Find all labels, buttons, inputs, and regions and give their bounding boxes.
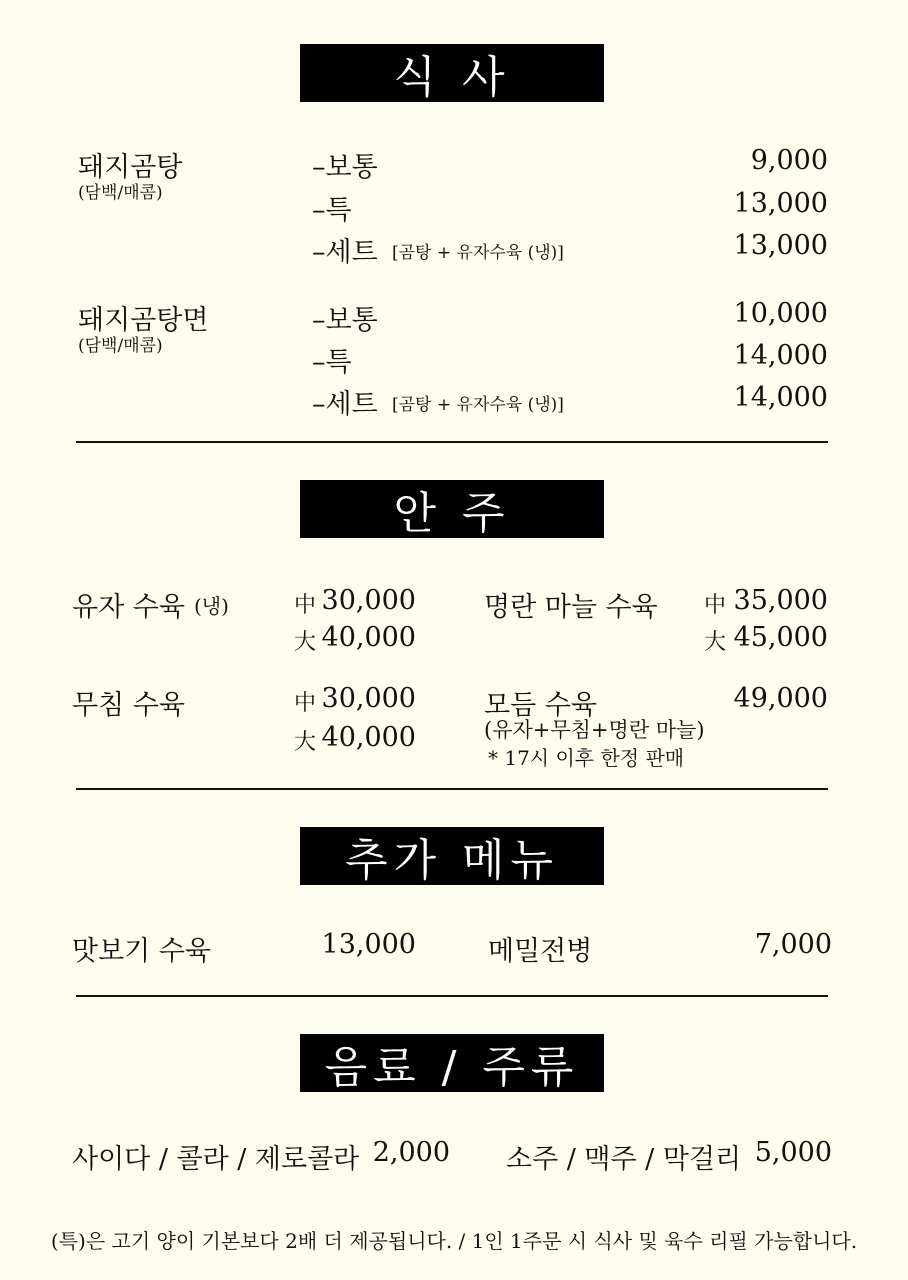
side-item-price: 49,000	[733, 683, 828, 714]
size-label: 大	[704, 630, 727, 655]
section-title-drinks: 음료 / 주류	[300, 1034, 604, 1092]
option-note: [곰탕 + 유자수육 (냉)]	[392, 395, 564, 415]
option-label: –세트	[312, 237, 378, 268]
size-price: 30,000	[321, 683, 416, 714]
extra-item-price: 7,000	[754, 929, 832, 960]
option-label: –보통	[312, 305, 378, 336]
option-price: 13,000	[733, 230, 828, 261]
side-item-note: * 17시 이후 한정 판매	[488, 746, 685, 770]
side-item-name: 무침 수육	[72, 690, 185, 721]
extra-item-name: 메밀전병	[488, 936, 593, 967]
option-label: –보통	[312, 152, 378, 183]
extra-item-name: 맛보기 수육	[72, 936, 211, 967]
size-price: 30,000	[321, 585, 416, 616]
drink-item-name: 소주 / 맥주 / 막걸리	[506, 1144, 742, 1175]
extra-item-price: 13,000	[321, 929, 416, 960]
option-note: [곰탕 + 유자수육 (냉)]	[392, 243, 564, 263]
size-price: 40,000	[321, 722, 416, 753]
footer-note: (특)은 고기 양이 기본보다 2배 더 제공됩니다. / 1인 1주문 시 식사 및 육수 리필 가능합니다.	[50, 1229, 858, 1253]
option-label: –특	[312, 195, 352, 226]
option-label: –특	[312, 347, 352, 378]
option-price: 10,000	[733, 298, 828, 329]
menu-item-name: 돼지곰탕	[78, 152, 183, 183]
menu-item-name: 돼지곰탕면	[78, 305, 209, 336]
option-price: 13,000	[733, 188, 828, 219]
side-item-name: 모듬 수육	[484, 690, 597, 721]
size-price: 35,000	[733, 585, 828, 616]
drink-item-price: 5,000	[754, 1137, 832, 1168]
section-title-side: 안 주	[300, 480, 604, 538]
size-price: 40,000	[321, 622, 416, 653]
divider	[76, 788, 828, 790]
section-title-extra: 추가 메뉴	[300, 827, 604, 885]
size-label: 大	[294, 730, 317, 755]
size-label: 中	[704, 593, 727, 618]
side-item-name: 명란 마늘 수육	[484, 592, 658, 623]
divider	[76, 995, 828, 997]
option-price: 14,000	[733, 382, 828, 413]
section-title-meal: 식 사	[300, 44, 604, 102]
size-label: 中	[294, 691, 317, 716]
size-price: 45,000	[733, 622, 828, 653]
side-item-name: 유자 수육	[72, 592, 185, 623]
side-item-desc: (유자+무침+명란 마늘)	[484, 718, 705, 742]
drink-item-name: 사이다 / 콜라 / 제로콜라	[72, 1144, 360, 1175]
option-label: –세트	[312, 389, 378, 420]
divider	[76, 441, 828, 443]
size-label: 大	[294, 630, 317, 655]
side-item-name-note: (냉)	[194, 594, 229, 618]
menu-item-sub: (담백/매콤)	[78, 183, 163, 203]
menu-item-sub: (담백/매콤)	[78, 336, 163, 356]
drink-item-price: 2,000	[372, 1137, 450, 1168]
option-price: 14,000	[733, 340, 828, 371]
option-price: 9,000	[750, 145, 828, 176]
size-label: 中	[294, 593, 317, 618]
